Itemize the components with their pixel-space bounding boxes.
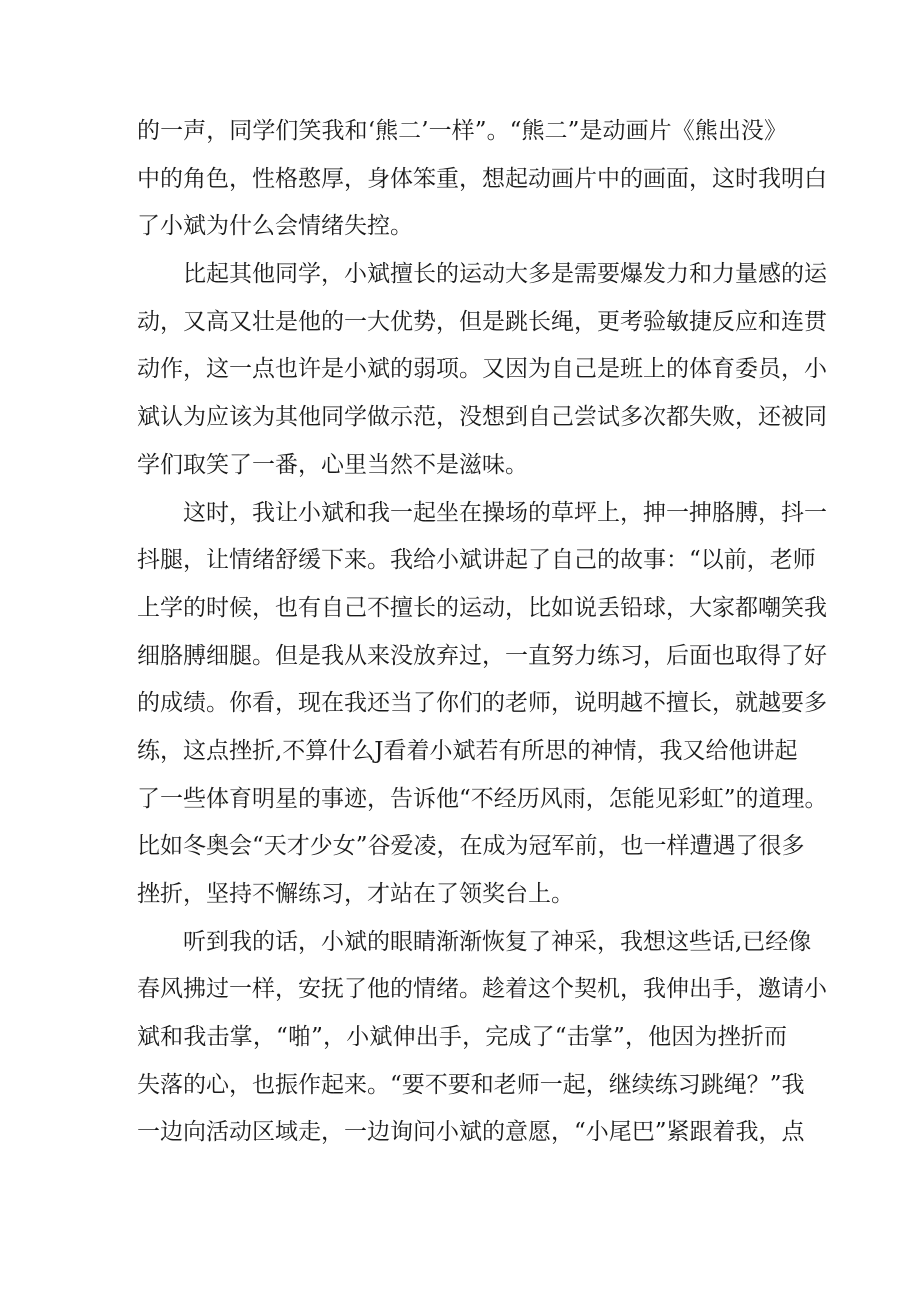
text-line: 上学的时候，也有自己不擅长的运动，比如说丢铅球，大家都嘲笑我 xyxy=(137,594,827,621)
text-line: 斌和我击掌，“啪”，小斌伸出手，完成了“击掌”，他因为挫折而 xyxy=(137,1024,787,1051)
text-line: 的成绩。你看，现在我还当了你们的老师，说明越不擅长，就越要多 xyxy=(137,690,827,717)
text-line: 的一声，同学们笑我和‘熊二’一样”。“熊二”是动画片《熊出没》 xyxy=(137,118,787,144)
text-line: 抖腿，让情绪舒缓下来。我给小斌讲起了自己的故事：“以前，老师 xyxy=(137,547,816,574)
text-line: 斌认为应该为其他同学做示范，没想到自己尝试多次都失败，还被同 xyxy=(137,404,827,431)
text-line: 比起其他同学，小斌擅长的运动大多是需要爆发力和力量感的运 xyxy=(183,261,827,288)
text-line: 比如冬奥会“天才少女”谷爱凌，在成为冠军前，也一样遭遇了很多 xyxy=(137,833,805,860)
text-line: 了小斌为什么会情绪失控。 xyxy=(137,213,413,240)
text-line: 动作，这一点也许是小斌的弱项。又因为自己是班上的体育委员，小 xyxy=(137,356,827,383)
text-line: 学们取笑了一番，心里当然不是滋味。 xyxy=(137,451,528,478)
text-line: 春风拂过一样，安抚了他的情绪。趁着这个契机，我伸出手，邀请小 xyxy=(137,976,827,1003)
body-text xyxy=(137,108,828,1157)
text-line: 动，又高又壮是他的一大优势，但是跳长绳，更考验敏捷反应和连贯 xyxy=(137,308,827,335)
text-line: 细胳膊细腿。但是我从来没放弃过，一直努力练习，后面也取得了好 xyxy=(137,642,827,669)
text-line: 中的角色，性格憨厚，身体笨重，想起动画片中的画面，这时我明白 xyxy=(137,165,827,192)
text-line: 挫折，坚持不懈练习，才站在了领奖台上。 xyxy=(137,881,574,907)
text-line: 失落的心，也振作起来。“要不要和老师一起，继续练习跳绳？”我 xyxy=(137,1071,805,1098)
text-line: 这时，我让小斌和我一起坐在操场的草坪上，抻一抻胳膊，抖一 xyxy=(183,499,827,526)
text-line: 一边向活动区域走，一边询问小斌的意愿，“小尾巴”紧跟着我，点 xyxy=(137,1119,805,1146)
text-line: 练，这点挫折,不算什么J看着小斌若有所思的神情，我又给他讲起 xyxy=(137,737,798,764)
text-line: 听到我的话，小斌的眼睛渐渐恢复了神采，我想这些话,已经像 xyxy=(183,928,812,955)
text-line: 了一些体育明星的事迹，告诉他“不经历风雨，怎能见彩虹”的道理。 xyxy=(137,785,828,812)
